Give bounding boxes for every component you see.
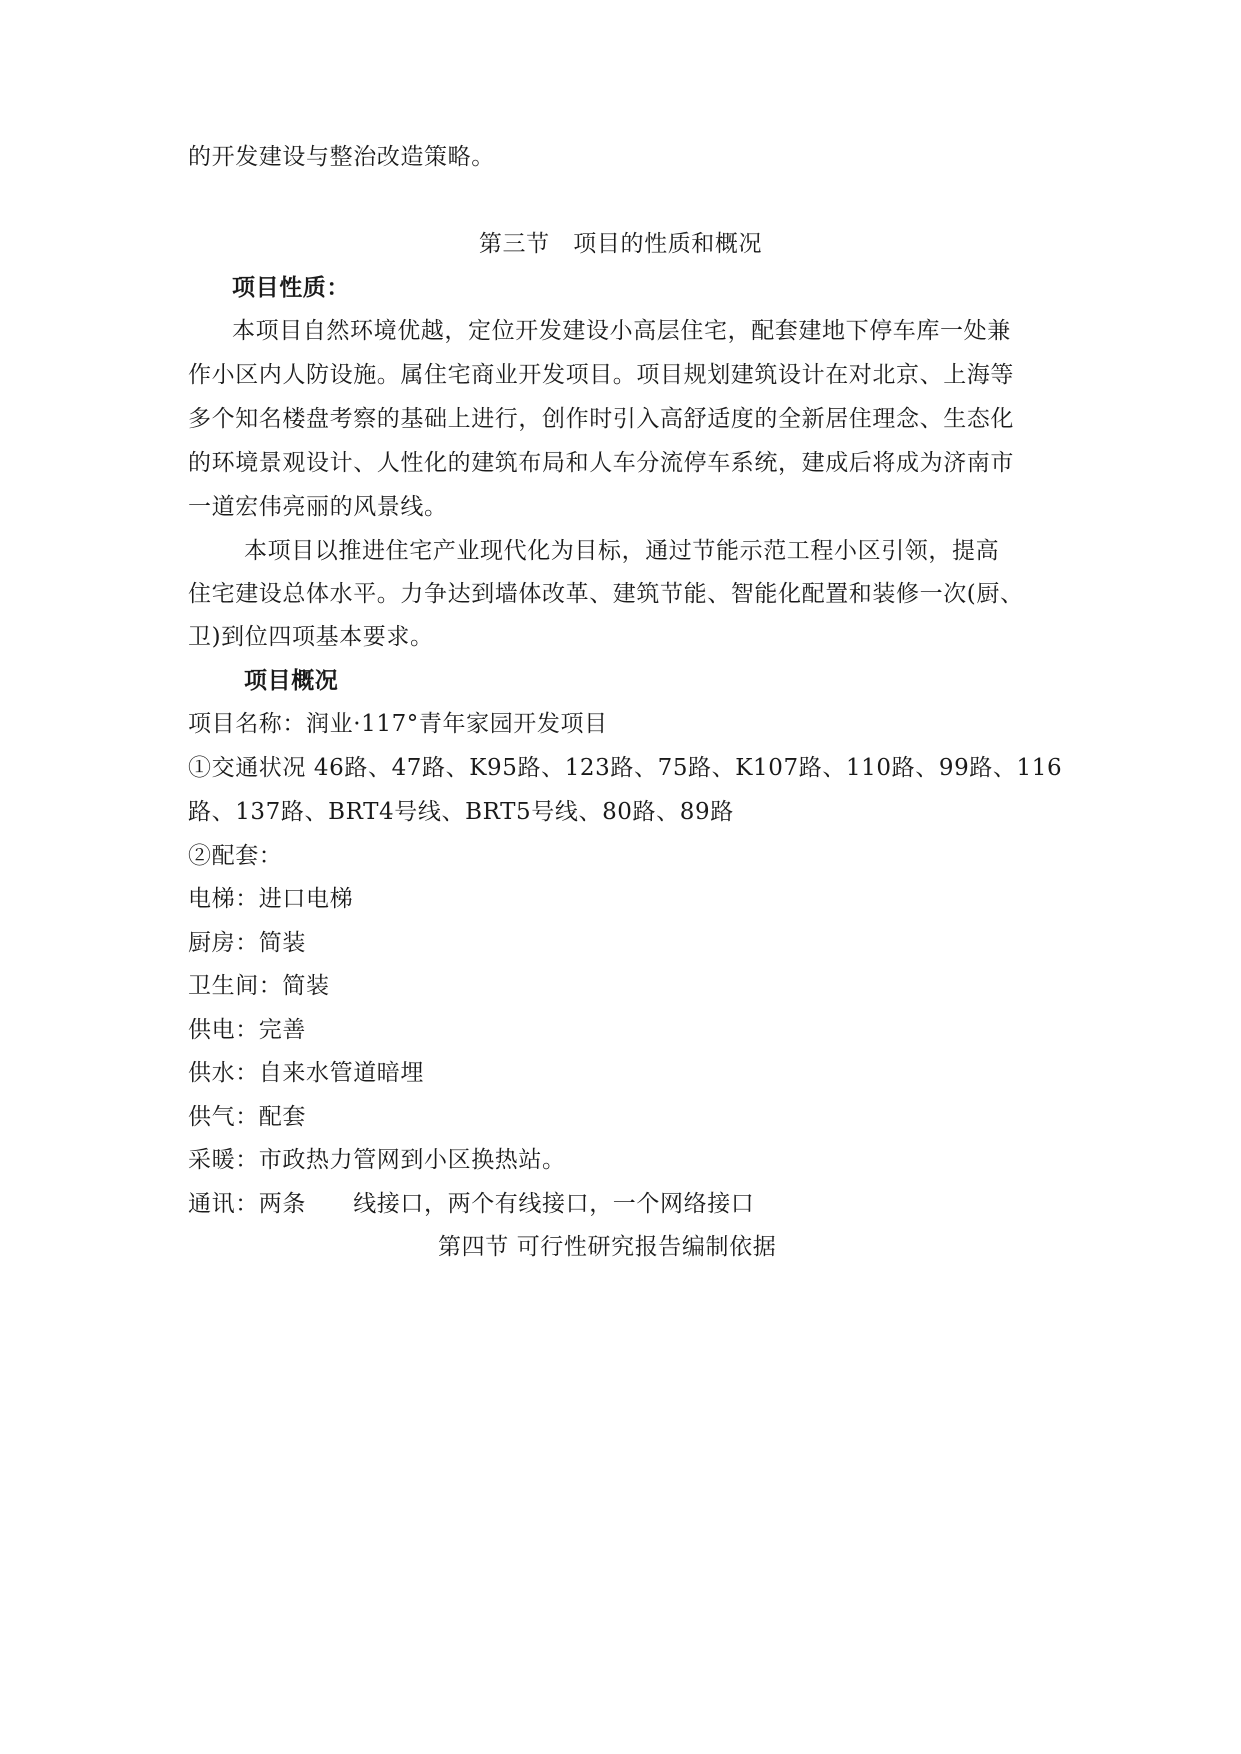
subheading-project-nature: 项目性质： bbox=[232, 275, 350, 301]
facility-item: 采暖：市政热力管网到小区换热站。 bbox=[188, 1147, 566, 1173]
facility-item: 电梯：进口电梯 bbox=[188, 886, 354, 912]
facility-item: 供气：配套 bbox=[188, 1104, 306, 1130]
body-text-line: 的环境景观设计、人性化的建筑布局和人车分流停车系统，建成后将成为济南市 bbox=[188, 450, 1014, 476]
section-heading: 第三节 项目的性质和概况 bbox=[478, 231, 763, 257]
body-text-line: 多个知名楼盘考察的基础上进行，创作时引入高舒适度的全新居住理念、生态化 bbox=[188, 406, 1014, 432]
subheading-project-overview: 项目概况 bbox=[244, 668, 339, 694]
body-text-line: 本项目以推进住宅产业现代化为目标，通过节能示范工程小区引领，提高 bbox=[244, 538, 1000, 564]
body-text-line: 作小区内人防设施。属住宅商业开发项目。项目规划建筑设计在对北京、上海等 bbox=[188, 362, 1014, 388]
transport-line: 路、137路、BRT4号线、BRT5号线、80路、89路 bbox=[188, 799, 734, 825]
project-name: 项目名称：润业·117°青年家园开发项目 bbox=[188, 711, 608, 737]
section-heading: 第四节 可行性研究报告编制依据 bbox=[438, 1234, 777, 1260]
body-text-line: 一道宏伟亮丽的风景线。 bbox=[188, 494, 448, 520]
facility-item: 厨房：简装 bbox=[188, 930, 306, 956]
body-text-line: 住宅建设总体水平。力争达到墙体改革、建筑节能、智能化配置和装修一次(厨、 bbox=[188, 581, 1024, 607]
body-text-line: 本项目自然环境优越，定位开发建设小高层住宅，配套建地下停车库一处兼 bbox=[232, 318, 1011, 344]
body-text-line: 卫)到位四项基本要求。 bbox=[188, 624, 434, 650]
facility-item: 供电：完善 bbox=[188, 1017, 306, 1043]
facility-item: 供水：自来水管道暗埋 bbox=[188, 1060, 424, 1086]
body-text-line: 的开发建设与整治改造策略。 bbox=[188, 144, 495, 170]
transport-line: ①交通状况 46路、47路、K95路、123路、75路、K107路、110路、99路、116 bbox=[188, 755, 1063, 781]
facility-item: 通讯：两条 线接口，两个有线接口，一个网络接口 bbox=[188, 1191, 755, 1217]
facility-item: 卫生间：简装 bbox=[188, 973, 330, 999]
facilities-heading: ②配套： bbox=[188, 843, 283, 869]
